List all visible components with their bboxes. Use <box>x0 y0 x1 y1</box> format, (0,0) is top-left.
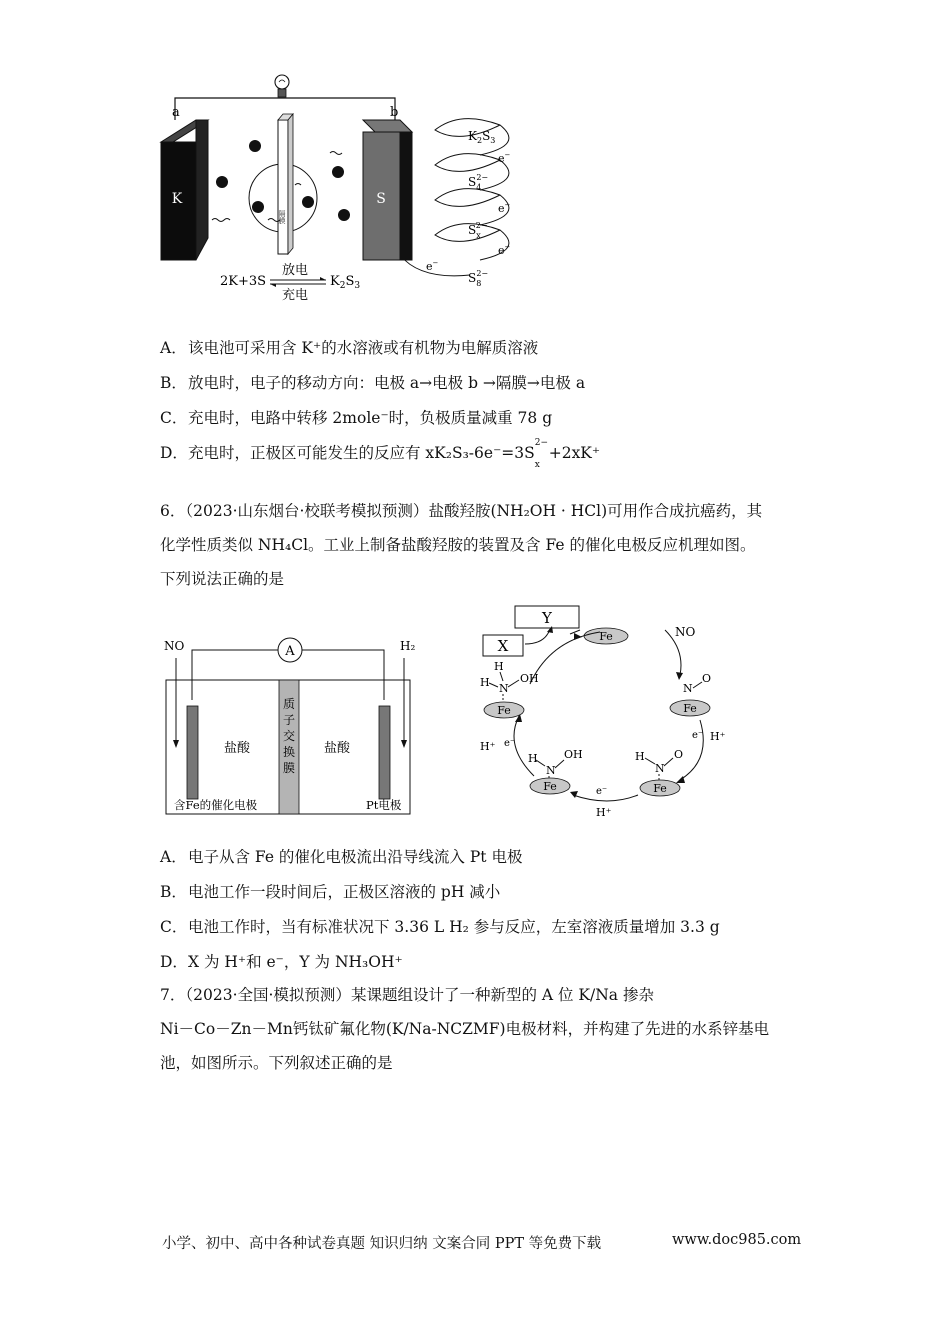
option-label: D． <box>160 444 188 462</box>
membrane <box>278 120 288 254</box>
svg-text:H: H <box>528 752 538 765</box>
eq-right: $K_2S_3$ <box>330 274 361 291</box>
electron-1: e− <box>498 151 511 165</box>
eq-discharge: 放电 <box>282 263 309 278</box>
svg-text:N: N <box>546 764 556 777</box>
footer-url[interactable] <box>672 1232 801 1248</box>
option-label: D． <box>160 953 188 971</box>
svg-text:H⁺: H⁺ <box>480 740 496 753</box>
y-label: Y <box>542 609 552 627</box>
q7-number: 7． <box>160 986 186 1004</box>
membrane-char: 换 <box>282 745 296 759</box>
option-label: A． <box>160 339 187 357</box>
option-label: C． <box>160 409 188 427</box>
option-label: B． <box>160 883 187 901</box>
q6-line2: 化学性质类似 NH₄Cl。工业上制备盐酸羟胺的装置及含 Fe 的催化电极反应机理如图。 <box>160 536 756 554</box>
q6-number: 6． <box>160 502 186 520</box>
option-label: C． <box>160 918 188 936</box>
option-text: 充电时，正极区可能发生的反应有 xK₂S₃-6e⁻=3S <box>188 444 535 462</box>
q6-option-d <box>160 950 403 972</box>
membrane-label: 隔膜 <box>278 210 286 224</box>
svg-text:OH: OH <box>564 748 583 761</box>
footer-text: 小学、初中、高中各种试卷真题 知识归纳 文案合同 PPT 等免费下载 <box>162 1236 602 1252</box>
eq-charge: 充电 <box>282 288 309 303</box>
species-s4: $S_42-$ <box>468 173 489 192</box>
svg-text:H⁺: H⁺ <box>596 806 612 819</box>
q7-line1: 某课题组设计了一种新型的 A 位 K/Na 掺杂 <box>350 986 654 1004</box>
svg-text:OH: OH <box>520 672 539 685</box>
electrode-s-label: S <box>376 191 386 207</box>
membrane-char: 膜 <box>282 761 296 775</box>
svg-text:O: O <box>702 672 712 685</box>
svg-text:Fe: Fe <box>497 704 511 717</box>
bulb-icon <box>275 75 289 97</box>
option-text: 电池工作一段时间后，正极区溶液的 pH 减小 <box>188 883 501 901</box>
svg-text:H⁺: H⁺ <box>710 730 726 743</box>
fe-electrode <box>187 706 198 799</box>
label-b: b <box>390 105 399 120</box>
svg-text:Fe: Fe <box>683 702 697 715</box>
option-text: 该电池可采用含 K⁺的水溶液或有机物为电解质溶液 <box>188 339 539 357</box>
svg-text:e⁻: e⁻ <box>692 730 704 741</box>
ion-subscript: x <box>534 460 540 470</box>
q6-stem <box>160 494 800 596</box>
electron-3: e− <box>498 243 511 257</box>
x-label: X <box>497 637 509 655</box>
q5-option-a <box>160 336 538 358</box>
option-text: 电池工作时，当有标准状况下 3.36 L H₂ 参与反应，左室溶液质量增加 3.3 g <box>188 918 720 936</box>
membrane-char: 质 <box>282 697 296 711</box>
svg-text:Fe: Fe <box>599 630 613 643</box>
option-tail: +2xK⁺ <box>548 444 601 462</box>
svg-text:Fe: Fe <box>653 782 667 795</box>
svg-text:H: H <box>494 660 504 673</box>
option-label: B． <box>160 374 187 392</box>
svg-text:N: N <box>683 682 693 695</box>
footer <box>162 1232 601 1253</box>
option-text: 充电时，电路中转移 2mole⁻时，负极质量减重 78 g <box>188 409 553 427</box>
membrane-char: 子 <box>282 713 296 727</box>
acid-right: 盐酸 <box>324 741 351 756</box>
svg-text:N: N <box>499 682 509 695</box>
footer-url-text[interactable]: www.doc985.com <box>672 1232 802 1248</box>
svg-text:O: O <box>674 748 684 761</box>
q5-option-c <box>160 406 552 428</box>
svg-text:e⁻: e⁻ <box>596 786 608 797</box>
q5-option-d <box>160 438 601 470</box>
species-sx: $S_x2-$ <box>468 221 488 240</box>
q6-line1: 盐酸羟胺(NH₂OH · HCl)可用作合成抗癌药，其 <box>428 502 763 520</box>
q5-option-b <box>160 371 585 393</box>
option-label: A． <box>160 848 187 866</box>
ion-superscript: 2− <box>534 438 548 448</box>
q7-line3: 池，如图所示。下列叙述正确的是 <box>160 1054 393 1072</box>
pt-electrode <box>379 706 390 799</box>
option-text: 电子从含 Fe 的催化电极流出沿导线流入 Pt 电极 <box>188 848 523 866</box>
q6-option-c <box>160 915 720 937</box>
q6-option-a <box>160 845 522 867</box>
ammeter-label: A <box>285 644 295 659</box>
option-text: 放电时，电子的移动方向：电极 a→电极 b →隔膜→电极 a <box>188 374 586 392</box>
q6-source: （2023·山东烟台·校联考模拟预测） <box>185 502 429 520</box>
electrode-right-label: Pt电极 <box>366 798 402 812</box>
eq-left: 2K+3S <box>220 274 267 289</box>
svg-text:H: H <box>635 750 645 763</box>
electron-4: e− <box>426 259 439 273</box>
electrode-left-label: 含Fe的催化电极 <box>174 798 258 812</box>
electrode-k-label: K <box>171 191 183 207</box>
fe-cycle-diagram <box>470 600 740 825</box>
svg-text:N: N <box>655 762 665 775</box>
q7-stem <box>160 978 800 1080</box>
cell-diagram <box>160 628 420 818</box>
species-s8: $S_82-$ <box>468 269 489 288</box>
q6-line3: 下列说法正确的是 <box>160 570 285 588</box>
q7-line2: Ni－Co－Zn－Mn钙钛矿氟化物(K/Na-NCZMF)电极材料，并构建了先进的水系锌基电 <box>160 1020 770 1038</box>
no-label: NO <box>164 639 185 653</box>
svg-text:Fe: Fe <box>543 780 557 793</box>
acid-left: 盐酸 <box>224 741 251 756</box>
label-a: a <box>172 105 180 120</box>
battery-diagram <box>150 70 550 310</box>
species-k2s3: $K_2S_3$ <box>468 129 496 145</box>
svg-text:H: H <box>480 676 490 689</box>
svg-text:e⁻: e⁻ <box>504 738 516 749</box>
q6-option-b <box>160 880 500 902</box>
electron-2: e− <box>498 201 511 215</box>
option-text: X 为 H⁺和 e⁻，Y 为 NH₃OH⁺ <box>188 953 403 971</box>
h2-label: H₂ <box>400 639 416 653</box>
q7-source: （2023·全国·模拟预测） <box>185 986 351 1004</box>
svg-text:NO: NO <box>675 625 696 639</box>
membrane-char: 交 <box>282 729 296 743</box>
